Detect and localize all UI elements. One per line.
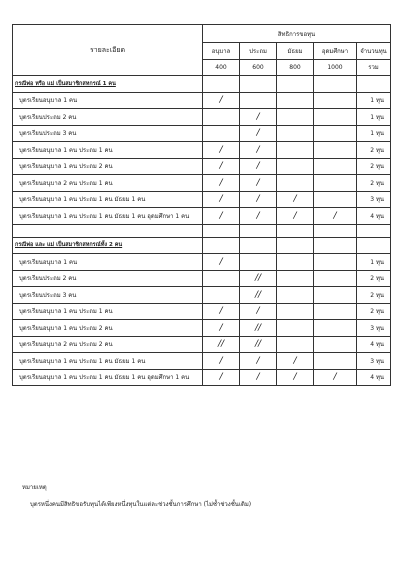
check-mark-cell bbox=[314, 303, 357, 320]
check-mark-cell bbox=[314, 287, 357, 304]
check-mark-cell: / bbox=[314, 369, 357, 386]
row-label: บุตรเรียนอนุบาล 1 คน bbox=[13, 254, 203, 271]
check-mark-cell: / bbox=[240, 303, 277, 320]
check-mark-cell bbox=[314, 109, 357, 126]
check-mark-cell bbox=[314, 254, 357, 271]
row-label: บุตรเรียนอนุบาล 1 คน ประถม 1 คน มัธยม 1 คน bbox=[13, 191, 203, 208]
empty-cell bbox=[240, 76, 277, 93]
row-label: บุตรเรียนอนุบาล 1 คน ประถม 1 คน มัธยม 1 คน bbox=[13, 353, 203, 370]
check-mark-cell bbox=[314, 158, 357, 175]
row-total: 1 ทุน bbox=[357, 109, 391, 126]
check-mark-cell: / bbox=[277, 369, 314, 386]
empty-cell bbox=[314, 76, 357, 93]
empty-cell bbox=[357, 237, 391, 254]
spacer-cell bbox=[240, 224, 277, 237]
row-label: บุตรเรียนอนุบาล 2 คน ประถม 2 คน bbox=[13, 336, 203, 353]
table-row bbox=[13, 191, 391, 208]
check-mark-cell bbox=[203, 125, 240, 142]
check-mark-cell: / bbox=[314, 208, 357, 225]
check-mark-cell bbox=[277, 125, 314, 142]
check-mark-cell bbox=[277, 175, 314, 192]
check-mark-cell: / bbox=[203, 254, 240, 271]
check-mark-cell bbox=[277, 109, 314, 126]
row-label: บุตรเรียนประถม 3 คน bbox=[13, 287, 203, 304]
row-total: 2 ทุน bbox=[357, 142, 391, 159]
table-row bbox=[13, 353, 391, 370]
level-header-university: อุดมศึกษา bbox=[314, 43, 357, 60]
empty-cell bbox=[277, 76, 314, 93]
empty-cell bbox=[277, 237, 314, 254]
check-mark-cell bbox=[203, 287, 240, 304]
spacer-cell bbox=[203, 224, 240, 237]
note-text: บุตรหนึ่งคนมีสิทธิขอรับทุนได้เพียงหนึ่งทุนในแต่ละช่วงชั้นการศึกษา (ไม่ซ้ำช่วงชั้นเดิม) bbox=[30, 501, 252, 508]
row-total: 3 ทุน bbox=[357, 191, 391, 208]
spacer-cell bbox=[13, 224, 203, 237]
check-mark-cell: / bbox=[203, 191, 240, 208]
check-mark-cell: / bbox=[240, 369, 277, 386]
check-mark-cell: / bbox=[203, 353, 240, 370]
row-total: 2 ทุน bbox=[357, 175, 391, 192]
row-label: บุตรเรียนอนุบาล 1 คน ประถม 1 คน bbox=[13, 303, 203, 320]
check-mark-cell bbox=[314, 142, 357, 159]
check-mark-cell: / bbox=[203, 303, 240, 320]
empty-cell bbox=[357, 76, 391, 93]
empty-cell bbox=[314, 237, 357, 254]
section-title-row bbox=[13, 76, 391, 93]
check-mark-cell bbox=[277, 287, 314, 304]
rights-header: สิทธิการขอทุน bbox=[203, 25, 391, 43]
row-total: 1 ทุน bbox=[357, 125, 391, 142]
row-label: บุตรเรียนอนุบาล 2 คน ประถม 1 คน bbox=[13, 175, 203, 192]
check-mark-cell: / bbox=[277, 191, 314, 208]
check-mark-cell: / bbox=[203, 369, 240, 386]
row-label: บุตรเรียนอนุบาล 1 คน ประถม 2 คน bbox=[13, 320, 203, 337]
table-row bbox=[13, 320, 391, 337]
table-row bbox=[13, 303, 391, 320]
amount-kindergarten: 400 bbox=[203, 59, 240, 76]
table-row bbox=[13, 142, 391, 159]
check-mark-cell bbox=[240, 92, 277, 109]
section-spacer-row bbox=[13, 224, 391, 237]
row-total: 2 ทุน bbox=[357, 158, 391, 175]
check-mark-cell: / bbox=[240, 191, 277, 208]
row-total: 3 ทุน bbox=[357, 320, 391, 337]
check-mark-cell bbox=[277, 270, 314, 287]
amount-university: 1000 bbox=[314, 59, 357, 76]
empty-cell bbox=[203, 76, 240, 93]
check-mark-cell: // bbox=[240, 336, 277, 353]
check-mark-cell bbox=[314, 191, 357, 208]
check-mark-cell bbox=[314, 175, 357, 192]
check-mark-cell bbox=[314, 270, 357, 287]
check-mark-cell bbox=[314, 320, 357, 337]
section-title: กรณีพ่อ และ แม่ เป็นสมาชิกสหกรณ์ทั้ง 2 คน bbox=[13, 237, 203, 254]
row-label: บุตรเรียนประถม 2 คน bbox=[13, 109, 203, 126]
row-total: 2 ทุน bbox=[357, 303, 391, 320]
check-mark-cell bbox=[314, 125, 357, 142]
level-header-secondary: มัธยม bbox=[277, 43, 314, 60]
check-mark-cell bbox=[203, 109, 240, 126]
spacer-cell bbox=[277, 224, 314, 237]
check-mark-cell bbox=[277, 336, 314, 353]
check-mark-cell bbox=[203, 270, 240, 287]
table-row bbox=[13, 270, 391, 287]
empty-cell bbox=[240, 237, 277, 254]
check-mark-cell: / bbox=[203, 142, 240, 159]
check-mark-cell: / bbox=[277, 353, 314, 370]
level-header-kindergarten: อนุบาล bbox=[203, 43, 240, 60]
table-row bbox=[13, 336, 391, 353]
check-mark-cell: // bbox=[203, 336, 240, 353]
check-mark-cell: / bbox=[240, 208, 277, 225]
scholarship-rights-document bbox=[12, 24, 390, 386]
note-title: หมายเหตุ bbox=[22, 484, 47, 491]
row-total: 1 ทุน bbox=[357, 92, 391, 109]
check-mark-cell: / bbox=[240, 109, 277, 126]
row-total: 3 ทุน bbox=[357, 353, 391, 370]
row-label: บุตรเรียนประถม 2 คน bbox=[13, 270, 203, 287]
table-row bbox=[13, 254, 391, 271]
row-total: 2 ทุน bbox=[357, 287, 391, 304]
table-row bbox=[13, 369, 391, 386]
check-mark-cell: / bbox=[203, 158, 240, 175]
table-row bbox=[13, 158, 391, 175]
total-header: รวม bbox=[357, 59, 391, 76]
table-body bbox=[13, 76, 391, 386]
check-mark-cell: / bbox=[240, 158, 277, 175]
check-mark-cell: / bbox=[240, 125, 277, 142]
check-mark-cell bbox=[240, 254, 277, 271]
check-mark-cell bbox=[277, 158, 314, 175]
row-total: 4 ทุน bbox=[357, 369, 391, 386]
check-mark-cell: / bbox=[277, 208, 314, 225]
section-title: กรณีพ่อ หรือ แม่ เป็นสมาชิกสหกรณ์ 1 คน bbox=[13, 76, 203, 93]
scholarship-table bbox=[12, 24, 391, 386]
table-row bbox=[13, 92, 391, 109]
row-label: บุตรเรียนอนุบาล 1 คน ประถม 2 คน bbox=[13, 158, 203, 175]
check-mark-cell: / bbox=[240, 175, 277, 192]
check-mark-cell: // bbox=[240, 320, 277, 337]
section-title-row bbox=[13, 237, 391, 254]
check-mark-cell bbox=[277, 254, 314, 271]
check-mark-cell: / bbox=[203, 208, 240, 225]
check-mark-cell bbox=[314, 353, 357, 370]
table-row bbox=[13, 208, 391, 225]
level-header-primary: ประถม bbox=[240, 43, 277, 60]
check-mark-cell bbox=[314, 336, 357, 353]
check-mark-cell bbox=[277, 142, 314, 159]
check-mark-cell bbox=[277, 320, 314, 337]
row-total: 2 ทุน bbox=[357, 270, 391, 287]
table-row bbox=[13, 109, 391, 126]
spacer-cell bbox=[357, 224, 391, 237]
check-mark-cell bbox=[277, 303, 314, 320]
row-total: 4 ทุน bbox=[357, 336, 391, 353]
row-label: บุตรเรียนประถม 3 คน bbox=[13, 125, 203, 142]
row-total: 1 ทุน bbox=[357, 254, 391, 271]
table-row bbox=[13, 175, 391, 192]
empty-cell bbox=[203, 237, 240, 254]
table-row bbox=[13, 287, 391, 304]
row-label: บุตรเรียนอนุบาล 1 คน bbox=[13, 92, 203, 109]
check-mark-cell: / bbox=[240, 142, 277, 159]
check-mark-cell: // bbox=[240, 270, 277, 287]
check-mark-cell: / bbox=[203, 320, 240, 337]
details-header: รายละเอียด bbox=[13, 25, 203, 76]
count-header: จำนวนทุน bbox=[357, 43, 391, 60]
check-mark-cell: / bbox=[203, 175, 240, 192]
row-total: 4 ทุน bbox=[357, 208, 391, 225]
check-mark-cell: // bbox=[240, 287, 277, 304]
check-mark-cell: / bbox=[203, 92, 240, 109]
row-label: บุตรเรียนอนุบาล 1 คน ประถม 1 คน bbox=[13, 142, 203, 159]
check-mark-cell bbox=[314, 92, 357, 109]
row-label: บุตรเรียนอนุบาล 1 คน ประถม 1 คน มัธยม 1 คน อุดมศึกษา 1 คน bbox=[13, 208, 203, 225]
check-mark-cell: / bbox=[240, 353, 277, 370]
table-row bbox=[13, 125, 391, 142]
amount-primary: 600 bbox=[240, 59, 277, 76]
spacer-cell bbox=[314, 224, 357, 237]
check-mark-cell bbox=[277, 92, 314, 109]
amount-secondary: 800 bbox=[277, 59, 314, 76]
row-label: บุตรเรียนอนุบาล 1 คน ประถม 1 คน มัธยม 1 คน อุดมศึกษา 1 คน bbox=[13, 369, 203, 386]
